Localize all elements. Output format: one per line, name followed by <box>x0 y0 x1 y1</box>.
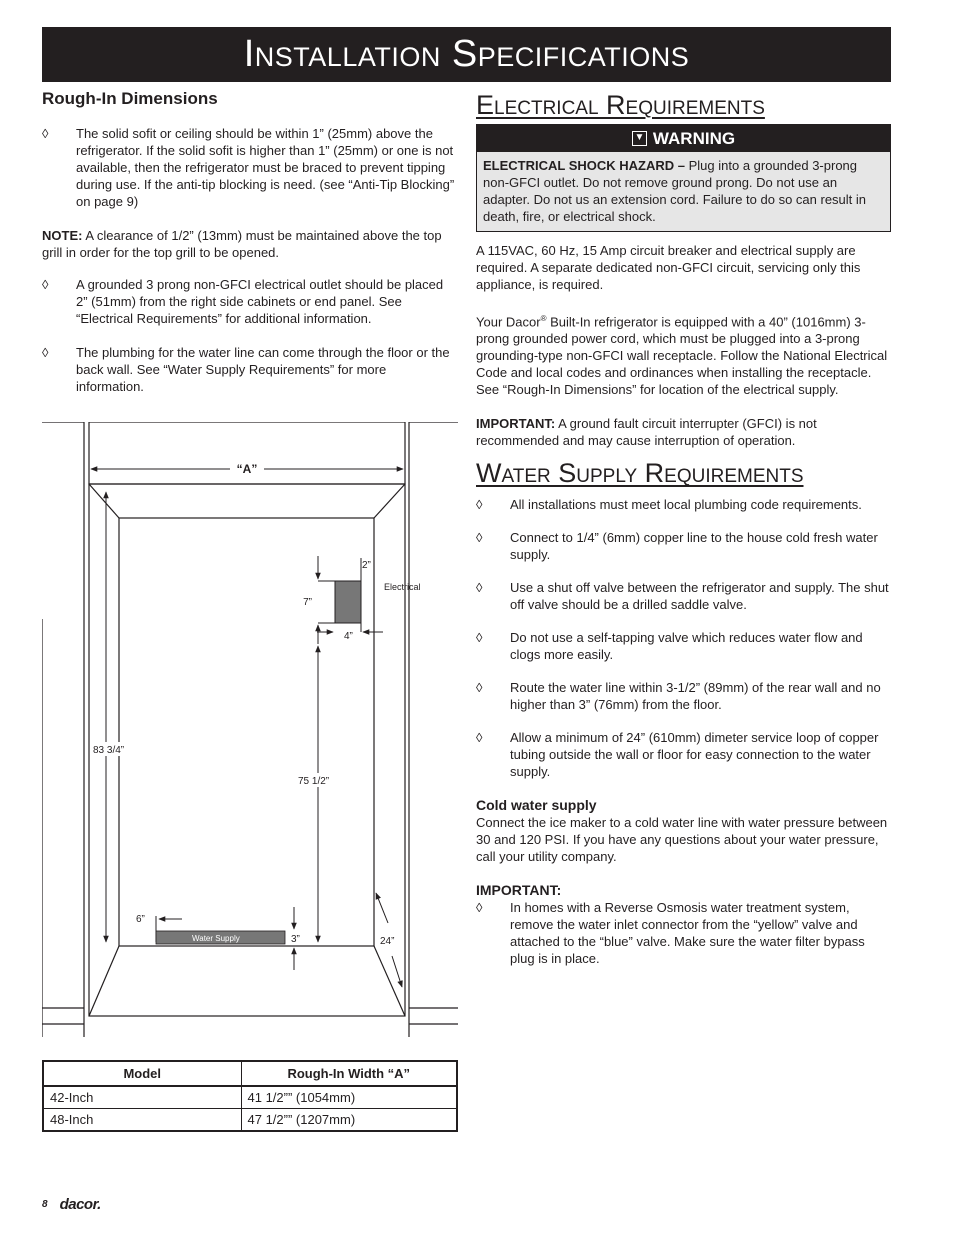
warning-box <box>476 124 891 232</box>
registered-mark: ® <box>540 314 547 323</box>
table-cell: 41 1/2”” (1054mm) <box>241 1086 457 1109</box>
bullet-text: Do not use a self-tapping valve which reduces water flow and clogs more easily. <box>510 630 863 663</box>
important-paragraph-1 <box>476 415 891 449</box>
diamond-bullet-icon: ◊ <box>476 580 483 596</box>
diamond-bullet-icon: ◊ <box>476 497 483 513</box>
important-label-2: IMPORTANT: <box>476 882 562 899</box>
diamond-bullet-icon: ◊ <box>42 345 49 360</box>
water-heading: Water Supply Requirements <box>476 458 804 489</box>
note-paragraph <box>42 227 457 261</box>
bullet-text: Connect to 1/4” (6mm) copper line to the house cold fresh water supply. <box>510 530 878 563</box>
rough-in-heading: Rough-In Dimensions <box>42 89 218 108</box>
warning-header <box>477 125 890 152</box>
rough-in-bullet-1 <box>42 125 457 210</box>
bullet-text: The plumbing for the water line can come through the floor or the back wall. See “Water Supply Requirements” for more information. <box>76 345 450 394</box>
warning-bold: ELECTRICAL SHOCK HAZARD – <box>483 158 685 173</box>
diamond-bullet-icon: ◊ <box>476 630 483 646</box>
dimension-4-label: 4” <box>344 631 353 642</box>
bullet-text: Route the water line within 3-1/2” (89mm) of the rear wall and no higher than 3” (76mm) from the floor. <box>510 680 881 713</box>
right-column <box>476 88 891 967</box>
water-bullet-2 <box>476 529 891 563</box>
water-bullet-6 <box>476 729 891 780</box>
warning-triangle-icon: ▼ <box>632 131 647 146</box>
p2-rest: Built-In refrigerator is equipped with a 40” (1016mm) 3-prong grounded power cord, which must be plugged into a 3-prong grounding-type non-GFCI wall receptacle. Follow the National Electrical Code and local codes and ordinances when installing the receptacle. See “Rough-In Dimensions” for location of the electrical supply. <box>476 314 888 398</box>
bullet-text: Use a shut off valve between the refrigerator and supply. The shut off valve should be a drilled saddle valve. <box>510 580 889 613</box>
dimension-75-label: 75 1/2” <box>298 776 330 787</box>
rough-in-bullet-3 <box>42 344 457 395</box>
table-row <box>43 1086 457 1109</box>
cold-water-heading: Cold water supply <box>476 797 597 814</box>
bullet-text: Allow a minimum of 24” (610mm) dimeter service loop of copper tubing outside the wall or floor for easy connection to the water supply. <box>510 730 879 780</box>
electrical-box <box>335 581 361 623</box>
dimension-a-label: “A” <box>236 462 258 476</box>
note-label: NOTE: <box>42 228 83 243</box>
diamond-bullet-icon: ◊ <box>476 730 483 746</box>
title-bar <box>42 27 891 82</box>
warning-body <box>477 152 890 231</box>
electrical-heading: Electrical Requirements <box>476 90 765 120</box>
table-row <box>43 1109 457 1132</box>
important-label: IMPORTANT: <box>476 416 556 432</box>
diamond-bullet-icon: ◊ <box>42 126 49 141</box>
table-cell: 47 1/2”” (1207mm) <box>241 1109 457 1132</box>
left-column <box>42 88 457 395</box>
table-header-row <box>43 1061 457 1086</box>
rough-in-bullet-2 <box>42 276 457 327</box>
diamond-bullet-icon: ◊ <box>476 530 483 546</box>
left-wall-outline <box>42 422 84 1037</box>
electrical-paragraph-1: A 115VAC, 60 Hz, 15 Amp circuit breaker and electrical supply are required. A separate dedicated non-GFCI circuit, servicing only this appliance, is required. <box>476 243 861 292</box>
cold-water-text: Connect the ice maker to a cold water line with water pressure between 30 and 120 PSI. If you have any questions about your water pressure, call your utility company. <box>476 815 888 865</box>
rough-in-diagram <box>42 422 458 1037</box>
dimension-2-label: 2” <box>362 560 371 571</box>
warning-label: WARNING <box>652 129 736 148</box>
dimension-6-label: 6” <box>136 914 145 925</box>
bullet-text: A grounded 3 prong non-GFCI electrical outlet should be placed 2” (51mm) from the right side cabinets or end panel. See “Electrical Requirements” for additional information. <box>76 277 444 326</box>
diamond-bullet-icon: ◊ <box>42 277 49 292</box>
important-text: A ground fault circuit interrupter (GFCI) is not recommended and may cause interruption of operation. <box>476 416 817 449</box>
note-text: A clearance of 1/2” (13mm) must be maintained above the top grill in order for the top grill to be opened. <box>42 228 442 260</box>
dimension-7-label: 7” <box>303 597 312 608</box>
dacor-logo: dacor. <box>59 1196 101 1213</box>
electrical-label: Electrical <box>384 582 421 592</box>
dimension-83-label: 83 3/4” <box>93 745 125 756</box>
diamond-bullet-icon: ◊ <box>476 900 483 916</box>
table-cell: 42-Inch <box>43 1086 241 1109</box>
bullet-text: All installations must meet local plumbing code requirements. <box>510 497 862 513</box>
page-footer <box>42 1196 101 1213</box>
bullet-text: In homes with a Reverse Osmosis water treatment system, remove the water inlet connector from the “yellow” valve and attached to the “blue” valve. Make sure the water filter bypass plug is in place. <box>510 900 865 967</box>
p2-start: Your Dacor <box>476 314 541 330</box>
page-title: Installation Specifications <box>243 33 690 75</box>
water-bullet-3 <box>476 579 891 613</box>
table-header: Rough-In Width “A” <box>241 1061 457 1086</box>
table-header: Model <box>43 1061 241 1086</box>
water-bullet-4 <box>476 629 891 663</box>
diamond-bullet-icon: ◊ <box>476 680 483 696</box>
water-bullet-5 <box>476 679 891 713</box>
bullet-text: The solid sofit or ceiling should be within 1” (25mm) above the refrigerator. If the solid sofit is higher than 1” (25mm) or one is not available, then the refrigerator must be braced to prevent tipping during use. If the anti-tip blocking is need. (see “Anti-Tip Blocking” on page 9) <box>76 126 455 209</box>
electrical-paragraph-2 <box>476 310 891 398</box>
dimension-24-label: 24” <box>380 936 395 947</box>
important-bullet <box>476 899 891 967</box>
page-number: 8 <box>42 1199 48 1210</box>
table-cell: 48-Inch <box>43 1109 241 1132</box>
warning-text: Plug into a grounded 3-prong non-GFCI outlet. Do not remove ground prong. Do not use an adapter. Do not us an extension cord. Failure to do so can result in death, fire, or electrical shock. <box>483 158 867 224</box>
right-wall-outline <box>409 422 458 1037</box>
dimension-3-label: 3” <box>291 934 300 945</box>
water-supply-label: Water Supply <box>192 934 240 943</box>
rough-in-width-table <box>42 1060 458 1132</box>
water-bullet-1 <box>476 496 891 513</box>
